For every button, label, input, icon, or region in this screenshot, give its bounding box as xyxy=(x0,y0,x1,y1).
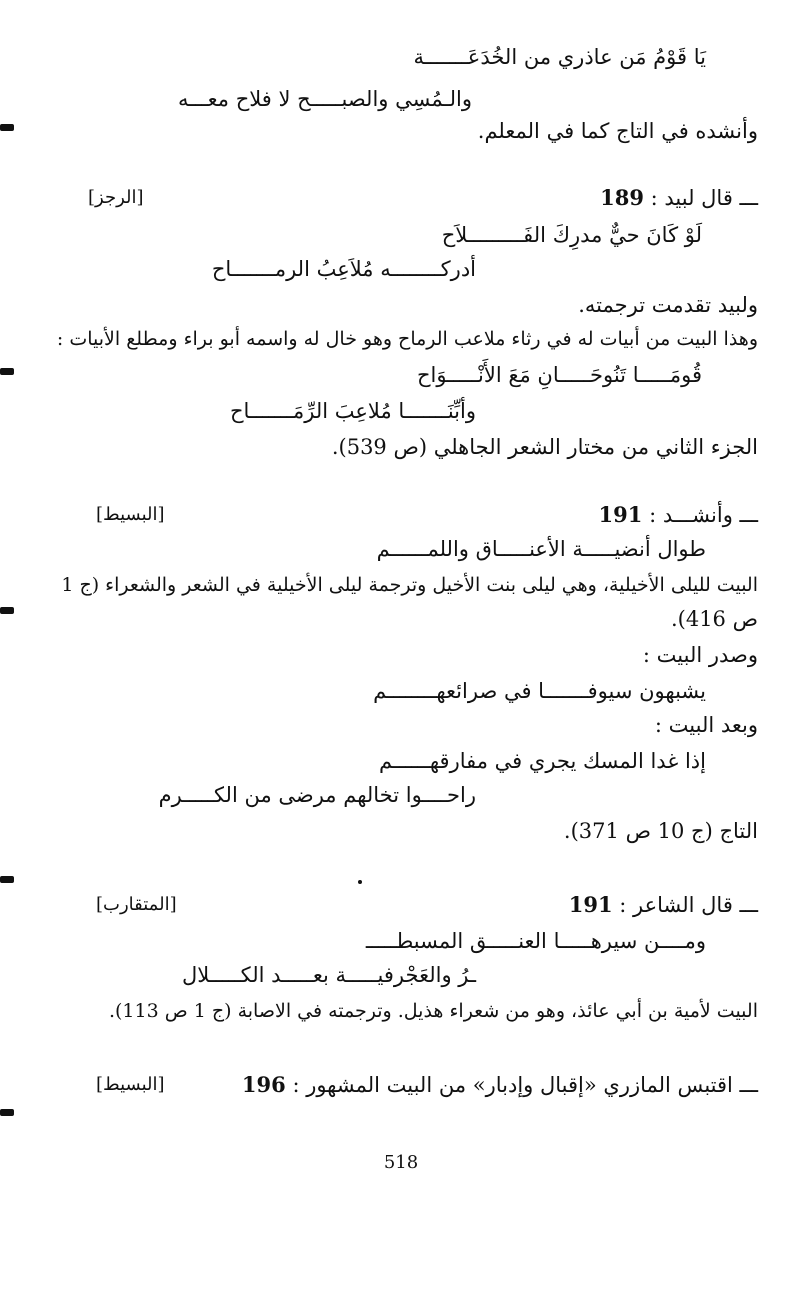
text-line: وأنشده في التاج كما في المعلم. xyxy=(477,119,758,143)
verse-line: ومــــن سيرهـــــا العنـــــق المسبطـــــ xyxy=(365,929,706,953)
text-line: الجزء الثاني من مختار الشعر الجاهلي (ص 539). xyxy=(331,435,758,459)
entry-heading: ـــ اقتبس المازري «إقبال وإدبار» من البيت المشهور : 196 xyxy=(241,1072,758,1097)
text-line: ولبيد تقدمت ترجمته. xyxy=(578,293,758,317)
verse-line: يشبهون سيوفـــــــا في صرائعهــــــــم xyxy=(373,679,706,703)
entry-number: 189 xyxy=(600,185,644,210)
verse-line: راحــــوا تخالهم مرضى من الكـــــرم xyxy=(158,783,476,807)
verse-line: إذا غدا المسك يجري في مفارقهــــــم xyxy=(378,749,706,773)
verse-line: ـرُ والعَجْرفيـــــة بعـــــد الكـــــلال xyxy=(182,963,476,987)
verse-line: لَوْ كَانَ حيٌّ مدرِكَ الفَـــــــــلاَح xyxy=(441,223,702,247)
entry-heading: ـــ وأنشـــد : 191 xyxy=(598,502,758,527)
verse-line: وأبِّنَـــــــا مُلاعِبَ الرِّمَـــــــاح xyxy=(230,399,476,423)
meter-label: [البسيط] xyxy=(96,504,165,525)
entry-heading: ـــ قال الشاعر : 191 xyxy=(568,892,758,917)
text-line: وهذا البيت من أبيات له في رثاء ملاعب الرماح وهو خال له واسمه أبو براء ومطلع الأبيات : xyxy=(56,328,758,350)
text-line: البيت لأمية بن أبي عائذ، وهو من شعراء هذيل. وترجمته في الاصابة (ج 1 ص 113). xyxy=(108,1000,758,1022)
verse-line: قُومَـــــا تَنُوحَـــــانِ مَعَ الأَنْـــــوَاح xyxy=(417,363,702,387)
text-line: البيت لليلى الأخيلية، وهي ليلى بنت الأخيل وترجمة ليلى الأخيلية في الشعر والشعراء (ج 1 xyxy=(61,574,758,596)
text-line: ص 416). xyxy=(670,607,758,631)
stray-dot xyxy=(358,880,362,884)
verse-line: والـمُسِي والصبـــــح لا فلاح معـــه xyxy=(177,87,472,111)
scan-mark xyxy=(0,1109,14,1116)
verse-line: طوال أنضيـــــة الأعنـــــاق واللمــــــم xyxy=(376,537,706,561)
verse-line: يَا قَوْمُ مَن عاذري من الخُدَعَـــــــة xyxy=(413,45,706,69)
entry-number: 191 xyxy=(568,892,613,917)
text-line: وبعد البيت : xyxy=(654,713,758,737)
entry-number: 196 xyxy=(241,1072,286,1097)
scan-mark xyxy=(0,368,14,375)
entry-heading: ـــ قال لبيد : 189 xyxy=(600,185,758,210)
scan-mark xyxy=(0,124,14,131)
meter-label: [الرجز] xyxy=(88,187,144,208)
text-line: وصدر البيت : xyxy=(642,643,758,667)
entry-number: 191 xyxy=(598,502,643,527)
meter-label: [البسيط] xyxy=(96,1074,165,1095)
verse-line: أدركــــــــه مُلاَعِبُ الرمـــــــاح xyxy=(211,257,476,281)
page-number: 518 xyxy=(383,1152,419,1173)
meter-label: [المتقارب] xyxy=(96,894,177,915)
scan-mark xyxy=(0,607,14,614)
scan-mark xyxy=(0,876,14,883)
text-line: التاج (ج 10 ص 371). xyxy=(563,819,758,843)
